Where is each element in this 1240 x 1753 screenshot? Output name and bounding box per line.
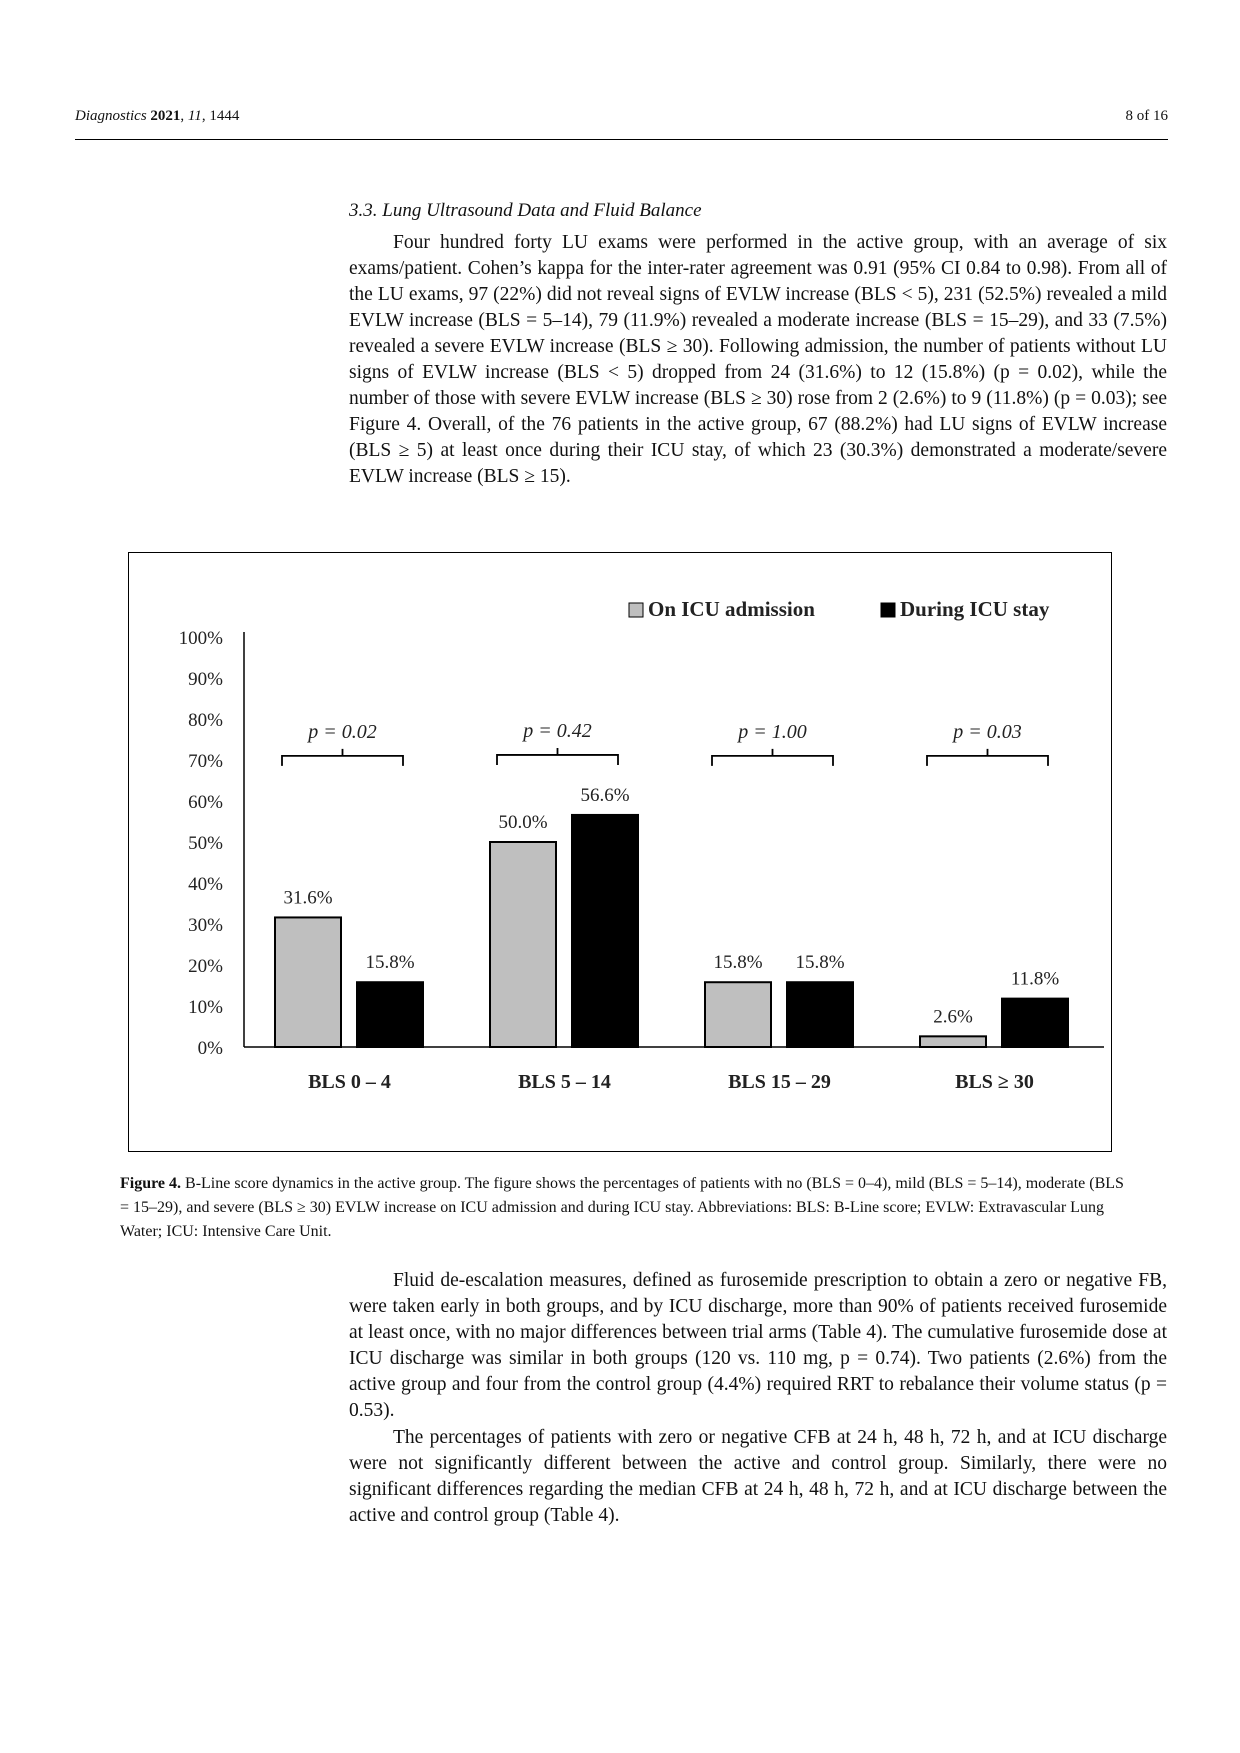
y-tick-label: 60% <box>188 792 223 813</box>
p-value-bracket <box>282 749 403 766</box>
y-tick-label: 20% <box>188 956 223 977</box>
header-rule <box>75 139 1168 140</box>
p-value-bracket <box>497 748 618 765</box>
bar-stay <box>1002 999 1068 1047</box>
journal-name: Diagnostics <box>75 108 147 124</box>
y-tick-label: 50% <box>188 833 223 854</box>
figure-caption-label: Figure 4. <box>120 1175 182 1192</box>
data-label: 15.8% <box>713 952 763 974</box>
bar-stay <box>787 982 853 1047</box>
data-label: 2.6% <box>933 1006 973 1028</box>
article-number: 1444 <box>209 108 240 124</box>
legend-swatch-admission <box>629 603 643 617</box>
p-value-bracket <box>712 749 833 766</box>
journal-year: 2021 <box>150 108 181 124</box>
x-tick-label: BLS 15 – 29 <box>728 1071 831 1093</box>
y-tick-label: 100% <box>178 628 223 649</box>
y-tick-label: 40% <box>188 874 223 895</box>
data-label: 31.6% <box>283 887 333 909</box>
figure-caption-text: B-Line score dynamics in the active group. The figure shows the percentages of patients with no (BLS = 0–4), mild (BLS = 5–14), moderate (BLS = 15–29), and severe (BLS ≥ 30) EVLW increase on ICU admission and during ICU stay. Abbreviations: BLS: B-Line score; EVLW: Extravascular Lung Water; ICU: Intensive Care Unit. <box>120 1175 1124 1240</box>
bar-admission <box>275 917 341 1047</box>
legend-label-admission: On ICU admission <box>648 597 815 621</box>
paragraph-lu-data: Four hundred forty LU exams were performed in the active group, with an average of six exams/patient. Cohen’s kappa for the inter-rater agreement was 0.91 (95% CI 0.84 to 0.98). From all of the LU exams, 97 (22%) did not reveal signs of EVLW increase (BLS < 5), 231 (52.5%) revealed a mild EVLW increase (BLS = 5–14), 79 (11.9%) revealed a moderate increase (BLS = 15–29), and 33 (7.5%) revealed a severe EVLW increase (BLS ≥ 30). Following admission, the number of patients without LU signs of EVLW increase (BLS < 5) dropped from 24 (31.6%) to 12 (15.8%) (p = 0.02), while the number of those with severe EVLW increase (BLS ≥ 30) rose from 2 (2.6%) to 9 (11.8%) (p = 0.03); see Figure 4. Overall, of the 76 patients in the active group, 67 (88.2%) had LU signs of EVLW increase (BLS ≥ 5) at least once during their ICU stay, of which 23 (30.3%) demonstrated a moderate/severe EVLW increase (BLS ≥ 15). <box>349 232 1167 487</box>
figure-caption <box>120 1172 1130 1244</box>
legend-swatch-stay <box>881 603 895 617</box>
paragraph-fluid-deescalation: Fluid de-escalation measures, defined as furosemide prescription to obtain a zero or negative FB, were taken early in both groups, and by ICU discharge, more than 90% of patients received furosemide at least once, with no major differences between trial arms (Table 4). The cumulative furosemide dose at ICU discharge was similar in both groups (120 vs. 110 mg, p = 0.74). Two patients (2.6%) from the active group and four from the control group (4.4%) required RRT to rebalance their volume status (p = 0.53). <box>349 1270 1167 1421</box>
data-label: 15.8% <box>365 952 415 974</box>
y-tick-label: 70% <box>188 751 223 772</box>
section-heading: 3.3. Lung Ultrasound Data and Fluid Balance <box>349 200 702 221</box>
p-value-label: p = 0.42 <box>523 719 592 742</box>
x-tick-label: BLS 5 – 14 <box>518 1071 611 1093</box>
data-label: 50.0% <box>498 812 548 833</box>
journal-citation: Diagnostics 2021, 11, 1444 <box>75 108 240 124</box>
y-tick-label: 0% <box>197 1038 223 1059</box>
y-tick-label: 90% <box>188 669 223 690</box>
page-number: 8 of 16 <box>1125 108 1168 124</box>
paragraph-cfb: The percentages of patients with zero or negative CFB at 24 h, 48 h, 72 h, and at ICU discharge were not significantly different between the active and control group. Similarly, there were no significant differences regarding the median CFB at 24 h, 48 h, 72 h, and at ICU discharge between the active and control group (Table 4). <box>349 1427 1167 1526</box>
bar-stay <box>572 815 638 1047</box>
x-tick-label: BLS 0 – 4 <box>308 1071 391 1093</box>
y-tick-label: 10% <box>188 997 223 1018</box>
p-value-label: p = 0.03 <box>953 720 1022 743</box>
x-tick-label: BLS ≥ 30 <box>955 1071 1034 1093</box>
legend-label-stay: During ICU stay <box>900 597 1050 621</box>
p-value-bracket <box>927 749 1048 766</box>
y-tick-label: 80% <box>188 710 223 731</box>
p-value-label: p = 0.02 <box>308 720 377 743</box>
data-label: 15.8% <box>795 952 845 974</box>
bar-admission <box>920 1036 986 1047</box>
bar-admission <box>705 982 771 1047</box>
y-tick-label: 30% <box>188 915 223 936</box>
bar-admission <box>490 842 556 1047</box>
data-label: 11.8% <box>1010 968 1060 990</box>
figure-4-chart <box>128 552 1112 1152</box>
data-label: 56.6% <box>580 784 630 806</box>
bar-chart <box>129 553 1113 1153</box>
journal-volume: 11 <box>187 108 202 124</box>
bar-stay <box>357 982 423 1047</box>
p-value-label: p = 1.00 <box>738 720 807 743</box>
